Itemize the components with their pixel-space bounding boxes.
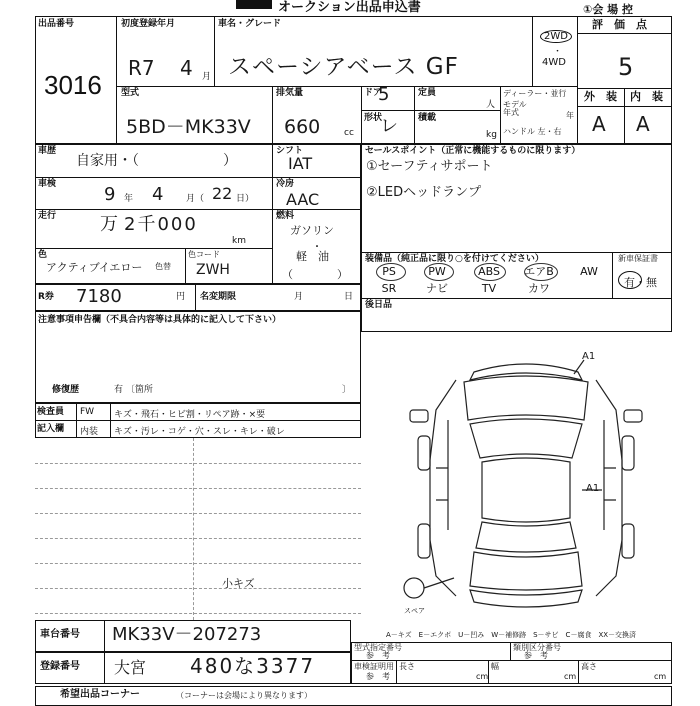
fuel-label: 燃料 <box>276 211 295 221</box>
inspector-row2-label: 記入欄 <box>37 424 65 434</box>
ext-label: 外 装 <box>584 90 617 103</box>
car-damage-diagram <box>396 350 656 620</box>
equip-circle-abs <box>474 263 506 281</box>
capacity-label: 定員 <box>418 88 437 98</box>
equip-circle-airbag <box>524 263 558 281</box>
history-value: 自家用・（ ） <box>76 153 237 169</box>
recycle-label: R券 <box>38 292 54 302</box>
name-change-day: 日 <box>344 292 354 302</box>
sales-point-label: セールスポイント（正常に機能するものに限ります） <box>365 146 581 156</box>
plate-number: 480な3377 <box>190 654 316 678</box>
grade-label: 評 価 点 <box>592 18 647 31</box>
inspection-day-unit: 日） <box>236 194 255 204</box>
repair-end: 〕 <box>342 385 352 395</box>
after-label: 後日品 <box>365 300 393 310</box>
equip-navi: ナビ <box>426 282 448 295</box>
equip-aw: AW <box>580 265 598 278</box>
cert-length: 長さ <box>399 662 415 671</box>
aircon-label: 冷房 <box>276 179 295 189</box>
inspector-row2-text: キズ・汚レ・コゲ・穴・スレ・キレ・破レ <box>114 427 285 437</box>
diagram-note-a1-top: A1 <box>582 351 596 362</box>
first-reg-era: R7 <box>128 56 155 80</box>
mileage-unit: km <box>232 236 246 246</box>
int-value: A <box>636 112 650 136</box>
model-value: 5BD－MK33V <box>126 116 251 138</box>
inspection-year-unit: 年 <box>124 194 134 204</box>
equip-ps: PS <box>382 265 396 278</box>
designation-label: 型式指定番号 <box>354 643 402 652</box>
recycle-value: 7180 <box>76 286 122 307</box>
equip-circle-pw <box>424 263 454 281</box>
inspection-month-unit: 月（ <box>186 194 205 204</box>
color-change-label: 色替 <box>155 262 171 271</box>
warranty-label: 新車保証書 <box>618 254 658 263</box>
spare-label: スペア <box>404 607 425 615</box>
drive-2wd: 2WD <box>540 30 572 43</box>
loading-label: 積載 <box>418 113 437 123</box>
category-ref: 参 考 <box>524 651 548 660</box>
sales-point-line1: ①セーフティサポート <box>366 159 493 174</box>
cert-label: 車検証明用 <box>354 662 394 671</box>
cert-height: 高さ <box>581 662 597 671</box>
inspection-month: 4 <box>152 184 164 205</box>
ext-value: A <box>592 112 606 136</box>
inspector-row1-text: キズ・飛石・ヒビ割・リペア跡・×要 <box>114 410 266 420</box>
displacement-label: 排気量 <box>276 88 304 98</box>
loading-unit: kg <box>486 130 497 140</box>
shift-value: IAT <box>288 154 313 173</box>
year-unit: 年 <box>566 111 574 120</box>
repair-value: 有 〔箇所 <box>114 385 153 395</box>
capacity-unit: 人 <box>486 100 496 110</box>
handle-label: ハンドル 左・右 <box>503 127 562 136</box>
color-code-value: ZWH <box>196 262 230 278</box>
fuel-paren: （ ） <box>282 268 348 281</box>
venue-copy-label: ①会 場 控 <box>583 3 633 16</box>
first-reg-month-unit: 月 <box>202 72 212 82</box>
inspector-row1-label: 検査員 <box>37 407 65 417</box>
model-label: 型式 <box>121 88 140 98</box>
shift-label: シフト <box>276 146 304 156</box>
lot-label: 出品番号 <box>38 19 75 29</box>
equip-pw: PW <box>428 265 446 278</box>
car-name-value: スペーシアベース GF <box>228 54 459 80</box>
first-reg-month: 4 <box>180 56 193 80</box>
fuel-diesel: 軽 油 <box>296 250 329 263</box>
displacement-value: 660 <box>284 116 321 138</box>
car-name-label: 車名・グレード <box>218 19 282 29</box>
fuel-gasoline: ガソリン <box>290 224 334 237</box>
model-year-label: モデル 年式 <box>503 100 527 117</box>
chassis-value: MK33V－207273 <box>112 624 262 645</box>
drive-4wd: 4WD <box>542 57 566 68</box>
warranty-value: 有・無 <box>624 276 657 289</box>
scratch-note: 小キズ <box>222 577 255 590</box>
equip-circle-ps <box>376 263 406 281</box>
first-reg-label: 初度登録年月 <box>121 19 176 29</box>
name-change-label: 名変期限 <box>200 292 237 302</box>
plate-region: 大宮 <box>114 658 147 677</box>
history-label: 車歴 <box>38 146 57 156</box>
doors-value: 5 <box>378 84 390 105</box>
chassis-label: 車台番号 <box>40 629 80 640</box>
color-value: アクティブイエロー <box>46 261 143 274</box>
designation-ref: 参 考 <box>366 651 390 660</box>
category-label: 類別区分番号 <box>513 643 561 652</box>
lot-number: 3016 <box>44 70 102 100</box>
shape-label: 形状 <box>364 113 383 123</box>
inspector-row1-tag: FW <box>80 407 95 417</box>
fuel-dot: ・ <box>312 242 322 253</box>
repair-label: 修復歴 <box>52 385 80 395</box>
color-label: 色 <box>38 250 48 260</box>
sales-point-line2: ②LEDヘッドランプ <box>366 185 482 200</box>
equip-sr: SR <box>381 282 397 295</box>
footer-label: 希望出品コーナー <box>60 689 140 700</box>
mileage-man: 万 <box>100 214 118 235</box>
dealer-label: ディーラー・並行 <box>503 89 567 98</box>
equip-abs: ABS <box>478 265 500 278</box>
header-title: オークション出品申込書 <box>278 0 421 15</box>
footer-note: （コーナーは会場により異なります） <box>176 691 312 700</box>
equip-leather: カワ <box>528 282 550 295</box>
mileage-value: 2千000 <box>124 214 198 235</box>
displacement-unit: cc <box>344 128 354 138</box>
diagram-note-a1-side: A1 <box>586 483 600 494</box>
cert-height-cm: cm <box>654 672 667 681</box>
inspection-label: 車検 <box>38 179 57 189</box>
cert-ref: 参 考 <box>366 672 390 681</box>
inspector-row2-tag: 内装 <box>80 427 99 437</box>
doors-label: ドア <box>364 88 382 98</box>
header-logo <box>236 0 272 9</box>
name-change-month: 月 <box>294 292 304 302</box>
equip-tv: TV <box>481 282 497 295</box>
mileage-label: 走行 <box>38 211 57 221</box>
int-label: 内 装 <box>630 90 663 103</box>
plate-label: 登録番号 <box>40 661 80 672</box>
shape-value: レ <box>380 116 398 137</box>
inspection-year: 9 <box>104 184 116 205</box>
recycle-unit: 円 <box>176 292 186 302</box>
drive-dot: ・ <box>553 47 563 57</box>
cert-width-cm: cm <box>564 672 577 681</box>
color-code-label: 色コード <box>188 250 220 259</box>
notes-label: 注意事項申告欄（不具合内容等は具体的に記入して下さい） <box>38 315 282 325</box>
equip-airbag: エアB <box>524 265 554 278</box>
aircon-value: AAC <box>286 190 320 209</box>
equipment-label: 装備品（純正品に限り○を付けてください） <box>365 254 544 264</box>
cert-length-cm: cm <box>476 672 489 681</box>
inspection-day: 22 <box>212 184 233 203</box>
cert-width: 幅 <box>491 662 499 671</box>
warranty-circle <box>618 271 642 289</box>
grade-value: 5 <box>618 53 634 81</box>
damage-legend: A－キズ E－エクボ U－凹み W－補修跡 S－サビ C－腐食 XX－交換済 <box>386 631 637 639</box>
